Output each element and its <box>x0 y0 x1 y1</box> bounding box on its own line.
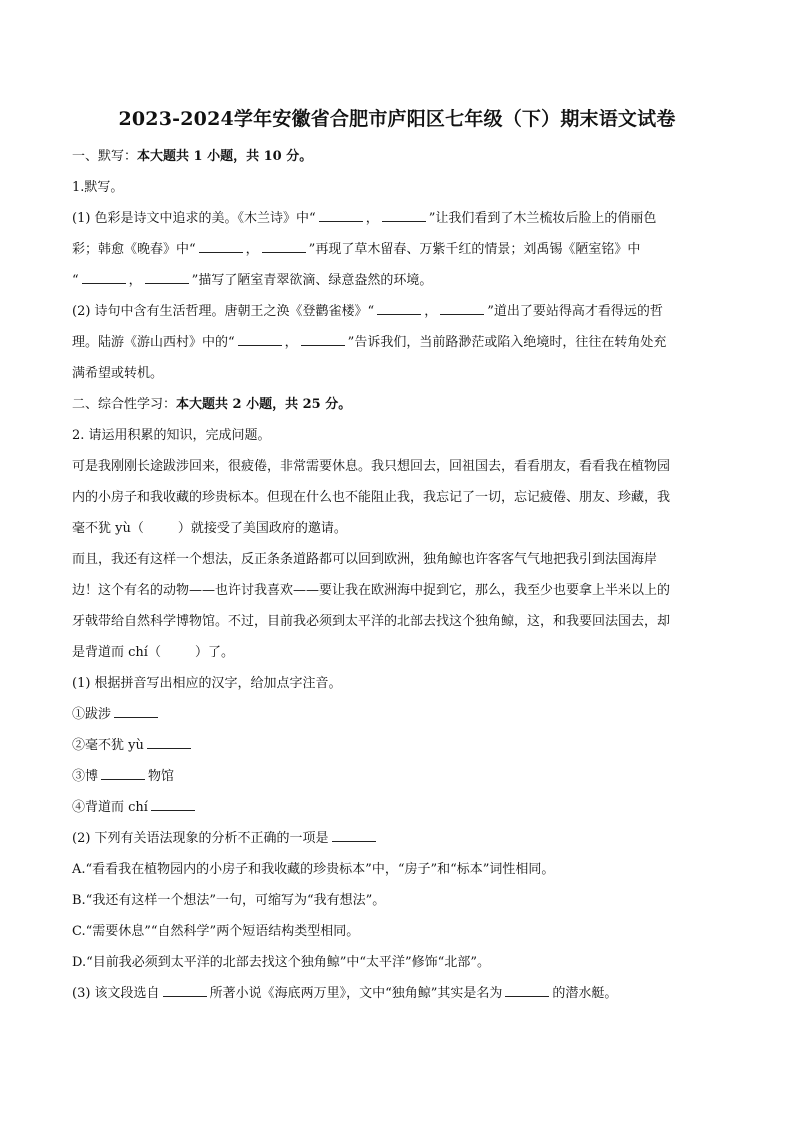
passage-text: 是背道而 chí（ <box>72 645 161 660</box>
exam-content <box>72 141 722 1009</box>
answer-blank[interactable] <box>301 333 345 346</box>
q1-part1-line3 <box>72 265 722 296</box>
sub-question-text: (3) 该文段选自 <box>72 986 160 1001</box>
answer-blank[interactable] <box>145 271 189 284</box>
q1-part1-line1 <box>72 203 722 234</box>
q1-text: ”描写了陋室青翠欲滴、绿意盎然的环境。 <box>191 273 433 288</box>
answer-blank[interactable] <box>238 333 282 346</box>
option-a[interactable]: A.“看看我在植物园内的小房子和我收藏的珍贵标本”中，“房子”和“标本”词性相同。 <box>72 862 555 877</box>
section-2-detail: 本大题共 2 小题，共 25 分。 <box>176 397 352 412</box>
passage-line <box>72 513 722 544</box>
option-b[interactable]: B.“我还有这样一个想法”一句，可缩写为“我有想法”。 <box>72 893 386 908</box>
answer-blank[interactable] <box>147 736 191 749</box>
q1-part2-line2 <box>72 327 722 358</box>
sub-question-2 <box>72 823 722 854</box>
q1-text: ”道出了要站得高才看得远的哲 <box>487 304 663 319</box>
section-2-head: 二、综合性学习： <box>72 397 177 412</box>
item-text: 物馆 <box>148 769 175 784</box>
option-c[interactable]: C.“需要休息”“自然科学”两个短语结构类型相同。 <box>72 924 360 939</box>
answer-blank[interactable] <box>199 240 243 253</box>
item-3 <box>72 761 722 792</box>
answer-blank[interactable] <box>382 209 426 222</box>
passage-line: 边！这个有名的动物——也许讨我喜欢——要让我在欧洲海中捉到它，那么，我至少也要拿上半米以上的 <box>72 583 671 598</box>
q1-text: ”告诉我们，当前路渺茫或陷入绝境时，往往在转角处充 <box>347 335 667 350</box>
q1-text: ， <box>245 242 259 257</box>
sub-question-text: (2) 下列有关语法现象的分析不正确的一项是 <box>72 831 329 846</box>
answer-blank[interactable] <box>262 240 306 253</box>
answer-blank[interactable] <box>332 829 376 842</box>
passage-line: 内的小房子和我收藏的珍贵标本。但现在什么也不能阻止我，我忘记了一切，忘记疲倦、朋友、珍藏，我 <box>72 490 671 505</box>
answer-blank[interactable] <box>151 798 195 811</box>
q1-text: ， <box>365 211 379 226</box>
option-d[interactable]: D.“目前我必须到太平洋的北部去找这个独角鲸”中“太平洋”修饰“北部”。 <box>72 955 490 970</box>
answer-blank[interactable] <box>505 984 549 997</box>
section-2-heading <box>72 389 722 420</box>
answer-blank[interactable] <box>319 209 363 222</box>
sub-question-text: 的潜水艇。 <box>552 986 618 1001</box>
passage-line <box>72 637 722 668</box>
q1-part2-line3: 满希望或转机。 <box>72 366 164 381</box>
item-text: ②毫不犹 yù <box>72 738 144 753</box>
question-1-label: 1.默写。 <box>72 180 124 195</box>
item-2 <box>72 730 722 761</box>
q1-text: (2) 诗句中含有生活哲理。唐朝王之涣《登鹳雀楼》“ <box>72 304 375 319</box>
section-1-detail: 本大题共 1 小题，共 10 分。 <box>137 149 313 164</box>
answer-blank[interactable] <box>101 767 145 780</box>
passage-text: 毫不犹 yù（ <box>72 521 144 536</box>
q1-text: 彩；韩愈《晚春》中“ <box>72 242 196 257</box>
passage-text: ）了。 <box>194 645 234 660</box>
item-1 <box>72 699 722 730</box>
answer-blank[interactable] <box>114 705 158 718</box>
section-1-head: 一、默写： <box>72 149 138 164</box>
item-text: ④背道而 chí <box>72 800 148 815</box>
passage-line: 可是我刚刚长途跋涉回来，很疲倦，非常需要休息。我只想回去，回祖国去，看看朋友，看看我在植物园 <box>72 459 671 474</box>
page-title: 2023-2024学年安徽省合肥市庐阳区七年级（下）期末语文试卷 <box>118 108 676 130</box>
section-1-heading <box>72 141 722 172</box>
q1-part2-line1 <box>72 296 722 327</box>
item-text: ③博 <box>72 769 99 784</box>
q1-text: ， <box>424 304 438 319</box>
sub-question-3 <box>72 978 722 1009</box>
question-2-label: 2. 请运用积累的知识，完成问题。 <box>72 428 271 443</box>
item-4 <box>72 792 722 823</box>
passage-text: ）就接受了美国政府的邀请。 <box>177 521 347 536</box>
q1-text: ”让我们看到了木兰梳妆后脸上的俏丽色 <box>428 211 657 226</box>
q1-text: ， <box>128 273 142 288</box>
answer-blank[interactable] <box>82 271 126 284</box>
passage-line: 牙戟带给自然科学博物馆。不过，目前我必须到太平洋的北部去找这个独角鲸，这，和我要回法国去，却 <box>72 614 671 629</box>
item-text: ①跋涉 <box>72 707 112 722</box>
q1-text: 理。陆游《游山西村》中的“ <box>72 335 235 350</box>
sub-question-1: (1) 根据拼音写出相应的汉字，给加点字注音。 <box>72 676 342 691</box>
passage-line: 而且，我还有这样一个想法，反正条条道路都可以回到欧洲，独角鲸也许客客气气地把我引到法国海岸 <box>72 552 658 567</box>
q1-text: “ <box>72 273 79 288</box>
q1-text: ”再现了草木留春、万紫千红的情景；刘禹锡《陋室铭》中 <box>308 242 641 257</box>
q1-text: ， <box>284 335 298 350</box>
answer-blank[interactable] <box>377 302 421 315</box>
q1-part1-line2 <box>72 234 722 265</box>
answer-blank[interactable] <box>163 984 207 997</box>
answer-blank[interactable] <box>440 302 484 315</box>
sub-question-text: 所著小说《海底两万里》，文中“独角鲸”其实是名为 <box>209 986 503 1001</box>
q1-text: (1) 色彩是诗文中追求的美。《木兰诗》中“ <box>72 211 316 226</box>
